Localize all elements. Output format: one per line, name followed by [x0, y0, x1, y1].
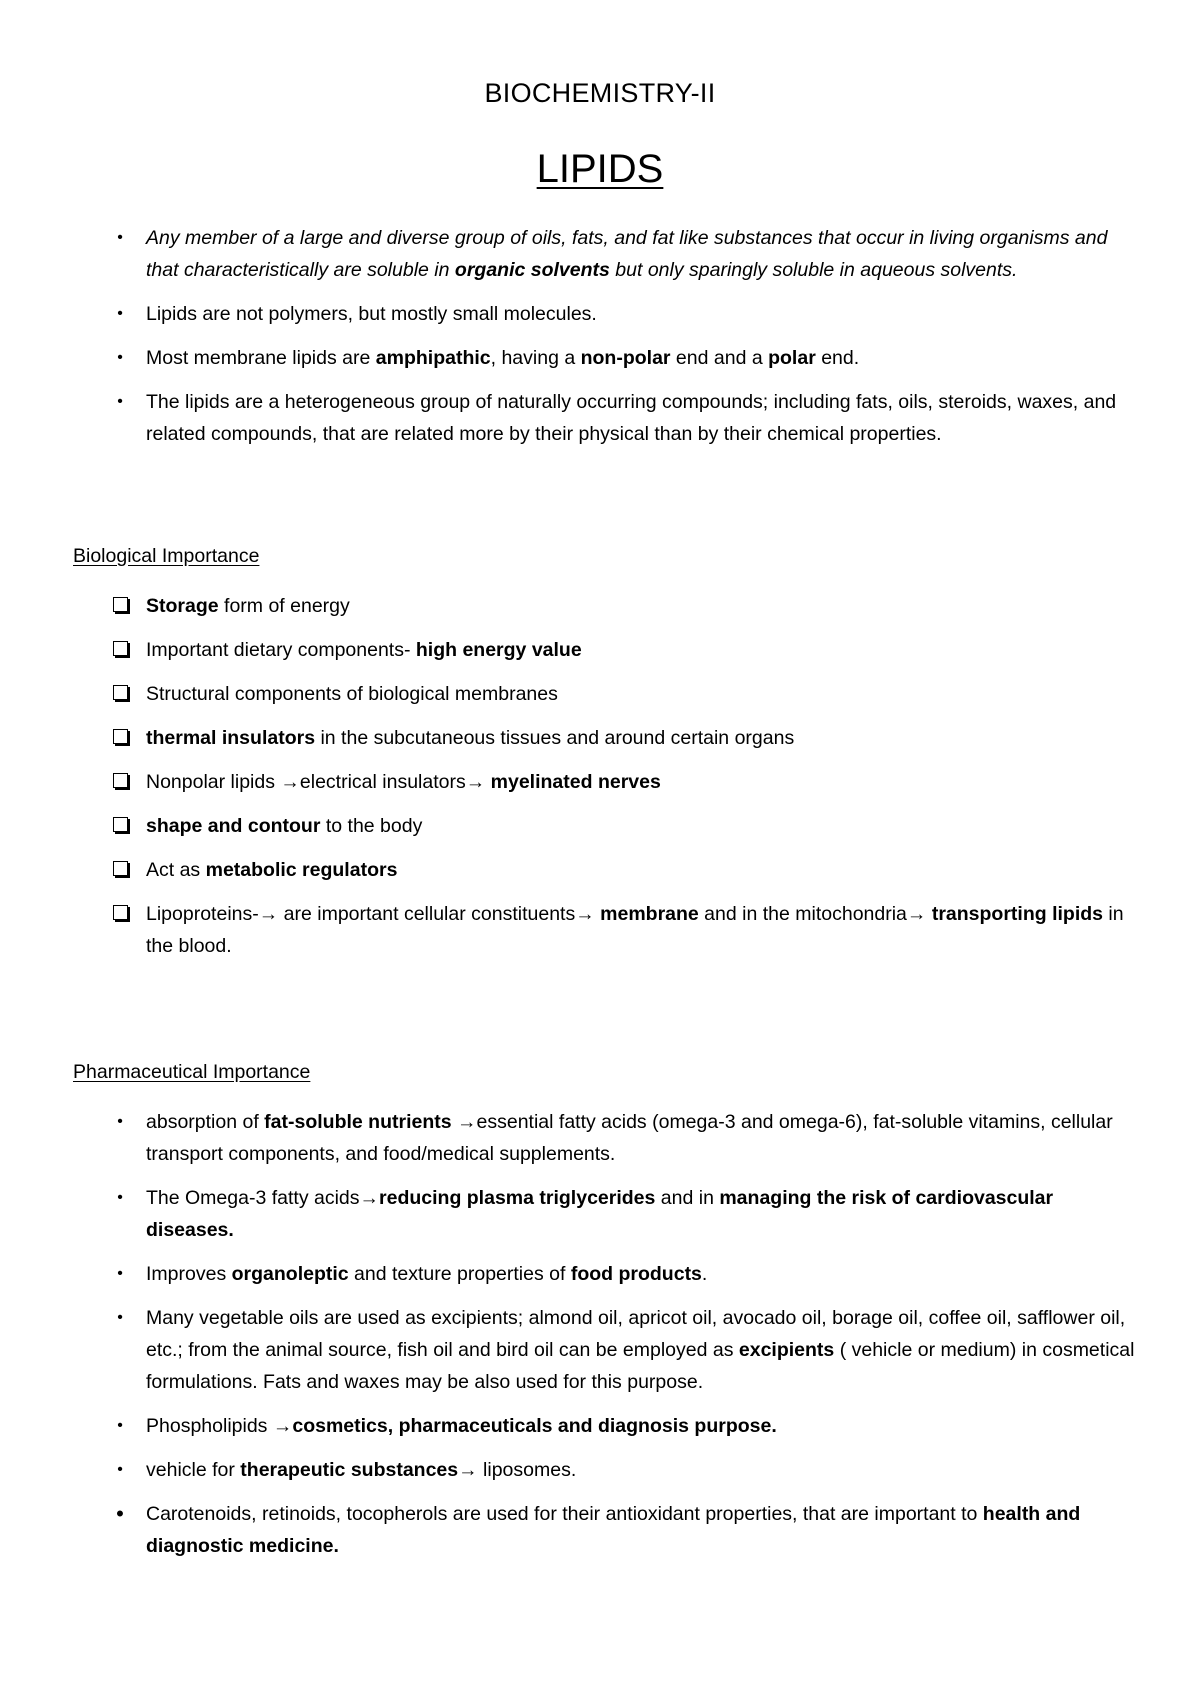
bullet-dot-icon: • — [117, 1309, 123, 1326]
pharmaceutical-list-item — [117, 1258, 1136, 1290]
bullet-dot-icon: • — [117, 229, 123, 246]
intro-list-item — [117, 298, 1136, 330]
text-segment: Act as — [146, 859, 206, 881]
text-segment: managing the risk of cardiovascular diseases. — [146, 1187, 1054, 1241]
text-segment: food products — [570, 1263, 702, 1285]
text-segment: high energy value — [415, 639, 582, 661]
biological-list-item — [146, 590, 1136, 622]
biological-list-item — [146, 722, 1136, 754]
text-segment: therapeutic substances→ — [240, 1459, 478, 1481]
checkbox-square-icon — [113, 773, 128, 788]
text-segment: and texture properties of — [348, 1263, 571, 1285]
text-segment: → myelinated nerves — [465, 771, 661, 793]
text-segment: Any member of a large and diverse group of oils, fats, and fat like substances that occur in living organisms and that characteristically are soluble in — [146, 227, 1108, 281]
text-segment: amphipathic — [375, 347, 491, 369]
text-segment: →reducing plasma triglycerides — [359, 1187, 656, 1209]
text-segment: Important dietary components- — [146, 639, 416, 661]
text-segment: Most membrane lipids are — [146, 347, 376, 369]
text-segment: health and diagnostic medicine. — [146, 1503, 1081, 1557]
text-segment: → — [280, 771, 300, 793]
text-segment: . — [701, 1263, 708, 1285]
intro-bullet-list — [117, 222, 1136, 450]
biological-list-item — [146, 678, 1136, 710]
bullet-dot-icon: • — [117, 349, 123, 366]
text-segment: →cosmetics, pharmaceuticals and diagnosis purpose. — [272, 1415, 777, 1437]
bullet-dot-icon: • — [116, 1501, 124, 1526]
text-segment: form of energy — [218, 595, 350, 617]
text-segment: liposomes. — [477, 1459, 577, 1481]
biological-list-item — [146, 810, 1136, 842]
pharmaceutical-list-item — [117, 1182, 1136, 1246]
checkbox-bullet-icon — [110, 678, 130, 710]
text-segment: end and a — [670, 347, 769, 369]
pharmaceutical-list-item — [117, 1106, 1136, 1170]
text-segment: vehicle for — [146, 1459, 241, 1481]
text-segment: Carotenoids, retinoids, tocopherols are used for their antioxidant properties, that are important to — [146, 1503, 983, 1525]
pharmaceutical-list-item — [117, 1410, 1136, 1442]
text-segment: are important cellular constituents — [278, 903, 576, 925]
pharmaceutical-list-item — [117, 1454, 1136, 1486]
text-segment: non-polar — [580, 347, 671, 369]
text-segment: Lipoproteins- — [146, 903, 259, 925]
text-segment: and in — [655, 1187, 720, 1209]
biological-importance-list — [146, 590, 1136, 962]
checkbox-square-icon — [113, 861, 128, 876]
text-segment: Nonpolar lipids — [146, 771, 281, 793]
checkbox-square-icon — [113, 905, 128, 920]
bullet-dot-icon: • — [117, 1461, 123, 1478]
intro-list-item — [117, 342, 1136, 374]
text-segment: excipients — [738, 1339, 835, 1361]
text-segment: The lipids are a heterogeneous group of naturally occurring compounds; including fats, oils, steroids, waxes, and related compounds, that are related more by their physical than by their chemical properties. — [146, 391, 1117, 445]
text-segment: Phospholipids — [146, 1415, 273, 1437]
text-segment: ( vehicle or medium) in cosmetical formulations. Fats and waxes may be also used for this purpose. — [146, 1339, 1135, 1393]
intro-list-item — [117, 222, 1136, 286]
text-segment: → — [258, 903, 279, 925]
document-title-text: LIPIDS — [536, 147, 664, 191]
text-segment: thermal insulators — [146, 727, 316, 749]
text-segment: shape and contour — [146, 815, 321, 837]
checkbox-square-icon — [113, 641, 128, 656]
checkbox-bullet-icon — [110, 810, 130, 842]
text-segment: to the body — [320, 815, 423, 837]
checkbox-square-icon — [113, 597, 128, 612]
bullet-dot-icon: • — [117, 1417, 123, 1434]
text-segment: Improves — [146, 1263, 232, 1285]
bullet-dot-icon: • — [117, 305, 123, 322]
bullet-dot-icon: • — [117, 393, 123, 410]
text-segment: , having a — [490, 347, 581, 369]
pharmaceutical-list-item — [117, 1302, 1136, 1398]
text-segment: but only sparingly soluble in aqueous solvents. — [609, 259, 1018, 281]
checkbox-square-icon — [113, 729, 128, 744]
pharmaceutical-importance-list — [116, 1106, 1136, 1562]
checkbox-bullet-icon — [110, 898, 130, 930]
text-segment: Lipids are not polymers, but mostly small molecules. — [146, 303, 597, 325]
checkbox-square-icon — [113, 817, 128, 832]
text-segment: The Omega-3 fatty acids — [146, 1187, 360, 1209]
text-segment: polar — [768, 347, 816, 369]
text-segment: fat-soluble nutrients → — [264, 1111, 477, 1133]
text-segment: Storage — [146, 595, 219, 617]
biological-list-item — [146, 898, 1136, 962]
text-segment: absorption of — [146, 1111, 265, 1133]
checkbox-square-icon — [113, 685, 128, 700]
text-segment: and in the mitochondria — [698, 903, 907, 925]
text-segment: organic solvents — [454, 259, 610, 281]
text-segment: Structural components of biological membranes — [146, 683, 558, 705]
document-title — [0, 147, 1200, 192]
pharmaceutical-list-item — [116, 1498, 1136, 1562]
text-segment: electrical insulators — [299, 771, 466, 793]
text-segment: metabolic regulators — [205, 859, 398, 881]
checkbox-bullet-icon — [110, 722, 130, 754]
bullet-dot-icon: • — [117, 1113, 123, 1130]
text-segment: essential fatty acids (omega-3 and omega-6), fat-soluble vitamins, cellular transport components, and food/medical supplements. — [146, 1111, 1113, 1165]
text-segment: Many vegetable oils are used as excipients; almond oil, apricot oil, avocado oil, borage oil, coffee oil, safflower oil, etc.; from the animal source, fish oil and bird oil can be employed as — [146, 1307, 1126, 1361]
text-segment: organoleptic — [231, 1263, 349, 1285]
text-segment: in the blood. — [146, 903, 1124, 957]
bullet-dot-icon: • — [117, 1265, 123, 1282]
checkbox-bullet-icon — [110, 590, 130, 622]
bullet-dot-icon: • — [117, 1189, 123, 1206]
text-segment: end. — [815, 347, 860, 369]
biological-importance-heading: Biological Importance — [73, 545, 260, 567]
text-segment: in the subcutaneous tissues and around certain organs — [315, 727, 795, 749]
text-segment: → transporting lipids — [906, 903, 1103, 925]
intro-list-item — [117, 386, 1136, 450]
text-segment: → membrane — [575, 903, 699, 925]
checkbox-bullet-icon — [110, 766, 130, 798]
biological-list-item — [146, 854, 1136, 886]
checkbox-bullet-icon — [110, 854, 130, 886]
biological-list-item — [146, 766, 1136, 798]
biological-list-item — [146, 634, 1136, 666]
checkbox-bullet-icon — [110, 634, 130, 666]
pharmaceutical-importance-heading: Pharmaceutical Importance — [73, 1061, 311, 1083]
course-title: BIOCHEMISTRY-II — [484, 78, 716, 108]
